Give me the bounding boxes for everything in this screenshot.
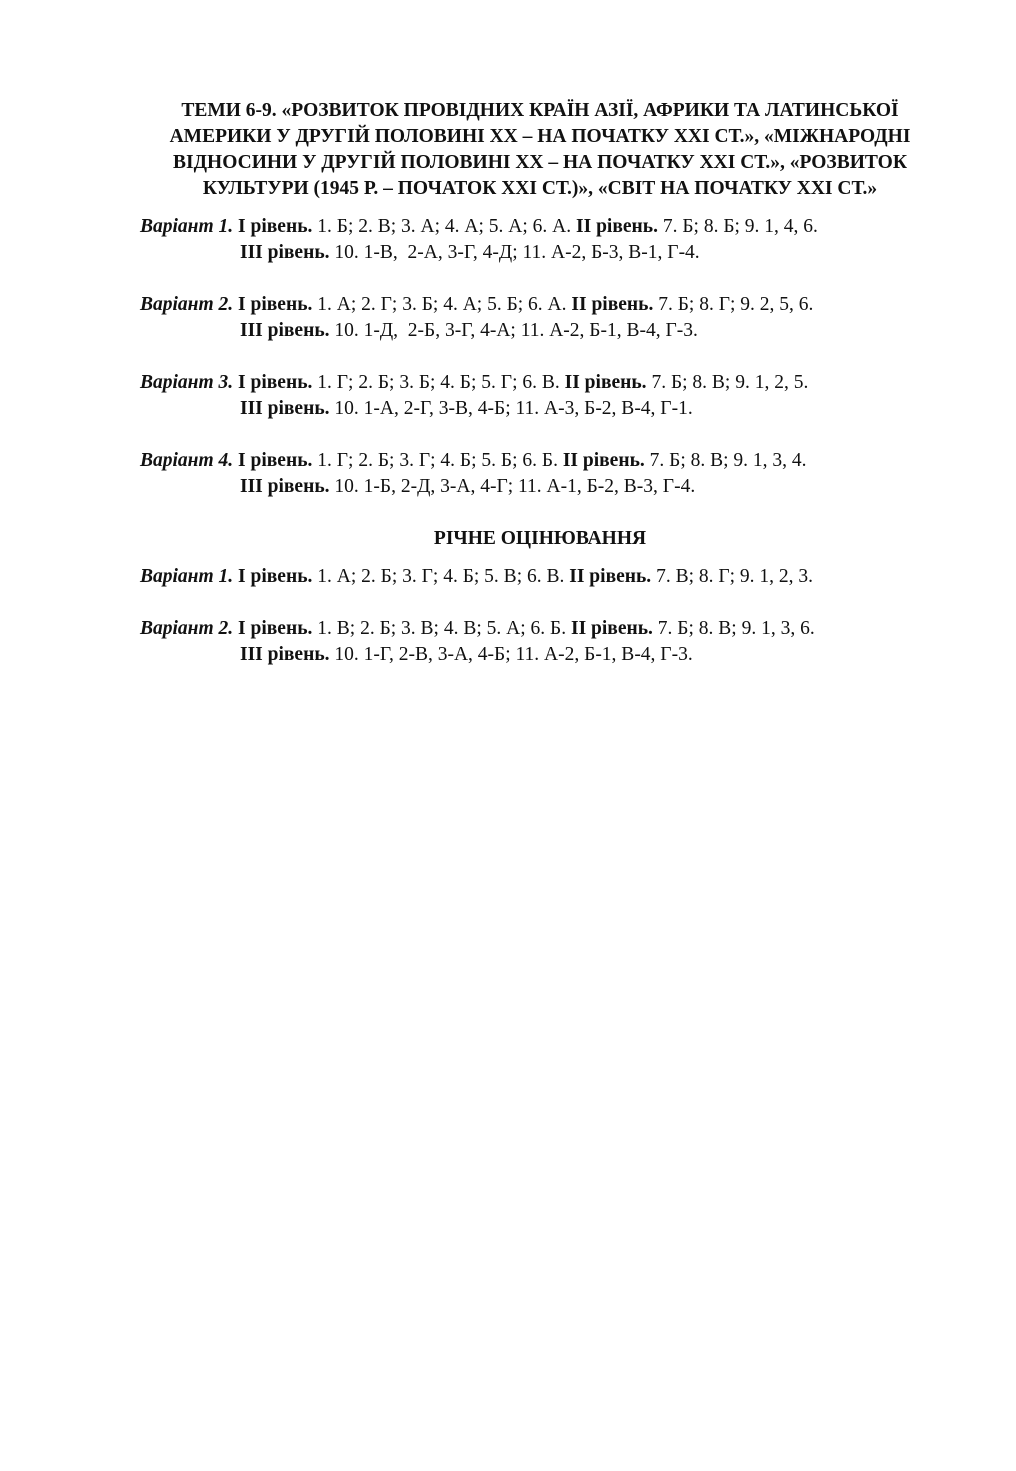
level-3-label: ІІІ рівень.: [240, 398, 330, 419]
level-3-label: ІІІ рівень.: [240, 320, 330, 341]
level-2-answers: 7. Б; 8. В; 9. 1, 3, 6.: [652, 618, 815, 639]
annual-variant-2-label: Варіант 2.: [140, 618, 234, 639]
level-2-answers: 7. В; 8. Г; 9. 1, 2, 3.: [651, 566, 814, 587]
level-3-label: ІІІ рівень.: [240, 242, 330, 263]
variant-4-level-3-line: [240, 474, 695, 500]
level-3-answers: 10. 1-А, 2-Г, 3-В, 4-Б; 11. А-3, Б-2, В-4, Г-1.: [329, 398, 693, 419]
level-2-answers: 7. Б; 8. В; 9. 1, 3, 4.: [644, 450, 807, 471]
level-3-answers: 10. 1-Д, 2-Б, 3-Г, 4-А; 11. А-2, Б-1, В-4, Г-3.: [329, 320, 698, 341]
level-1-label: І рівень.: [238, 618, 313, 639]
annual-variant-1-line: [140, 564, 813, 590]
level-1-label: І рівень.: [238, 294, 313, 315]
variant-4-label: Варіант 4.: [140, 450, 234, 471]
title-line-1: ТЕМИ 6-9. «РОЗВИТОК ПРОВІДНИХ КРАЇН АЗІЇ, АФРИКИ ТА ЛАТИНСЬКОЇ: [181, 100, 899, 121]
level-1-answers: 1. В; 2. Б; 3. В; 4. В; 5. А; 6. Б.: [312, 618, 571, 639]
level-2-label: ІІ рівень.: [571, 294, 654, 315]
level-2-label: ІІ рівень.: [562, 450, 645, 471]
level-2-label: ІІ рівень.: [570, 618, 653, 639]
level-3-answers: 10. 1-Б, 2-Д, 3-А, 4-Г; 11. А-1, Б-2, В-3, Г-4.: [329, 476, 696, 497]
level-2-label: ІІ рівень.: [564, 372, 647, 393]
title-line-4: КУЛЬТУРИ (1945 Р. – ПОЧАТОК ХХІ СТ.)», «СВІТ НА ПОЧАТКУ ХХІ СТ.»: [202, 178, 878, 199]
level-1-label: І рівень.: [238, 372, 313, 393]
variant-1-level-3-line: [240, 240, 700, 266]
level-1-answers: 1. Г; 2. Б; 3. Б; 4. Б; 5. Г; 6. В.: [312, 372, 565, 393]
annual-variant-2-level-3-line: [240, 642, 693, 668]
variant-2-label: Варіант 2.: [140, 294, 234, 315]
level-3-answers: 10. 1-В, 2-А, 3-Г, 4-Д; 11. А-2, Б-3, В-1, Г-4.: [329, 242, 700, 263]
level-2-answers: 7. Б; 8. Б; 9. 1, 4, 6.: [657, 216, 818, 237]
title-line-2: АМЕРИКИ У ДРУГІЙ ПОЛОВИНІ ХХ – НА ПОЧАТКУ ХХІ СТ.», «МІЖНАРОДНІ: [169, 126, 911, 147]
annual-assessment-heading: РІЧНЕ ОЦІНЮВАННЯ: [433, 528, 647, 549]
page-title: [140, 98, 940, 202]
variant-3-level-3-line: [240, 396, 693, 422]
level-2-answers: 7. Б; 8. В; 9. 1, 2, 5.: [646, 372, 809, 393]
level-1-label: І рівень.: [238, 216, 313, 237]
level-3-answers: 10. 1-Г, 2-В, 3-А, 4-Б; 11. А-2, Б-1, В-4, Г-3.: [329, 644, 693, 665]
level-1-answers: 1. Б; 2. В; 3. А; 4. А; 5. А; 6. А.: [312, 216, 577, 237]
level-1-answers: 1. Г; 2. Б; 3. Г; 4. Б; 5. Б; 6. Б.: [312, 450, 563, 471]
annual-variant-1-label: Варіант 1.: [140, 566, 234, 587]
variant-3-label: Варіант 3.: [140, 372, 234, 393]
variant-1-label: Варіант 1.: [140, 216, 234, 237]
level-3-label: ІІІ рівень.: [240, 644, 330, 665]
level-2-label: ІІ рівень.: [569, 566, 652, 587]
level-1-label: І рівень.: [238, 566, 313, 587]
level-2-answers: 7. Б; 8. Г; 9. 2, 5, 6.: [653, 294, 814, 315]
level-2-label: ІІ рівень.: [576, 216, 658, 237]
level-1-label: І рівень.: [238, 450, 313, 471]
annual-variant-2-level-1-2-line: [140, 616, 815, 642]
variant-4-level-1-2-line: [140, 448, 807, 474]
variant-2-level-1-2-line: [140, 292, 813, 318]
title-line-3: ВІДНОСИНИ У ДРУГІЙ ПОЛОВИНІ ХХ – НА ПОЧАТКУ ХХІ СТ.», «РОЗВИТОК: [173, 152, 907, 173]
level-1-answers: 1. А; 2. Б; 3. Г; 4. Б; 5. В; 6. В.: [312, 566, 570, 587]
level-3-label: ІІІ рівень.: [240, 476, 330, 497]
variant-3-level-1-2-line: [140, 370, 808, 396]
level-1-answers: 1. А; 2. Г; 3. Б; 4. А; 5. Б; 6. А.: [312, 294, 572, 315]
variant-1-level-1-2-line: [140, 214, 818, 240]
variant-2-level-3-line: [240, 318, 698, 344]
